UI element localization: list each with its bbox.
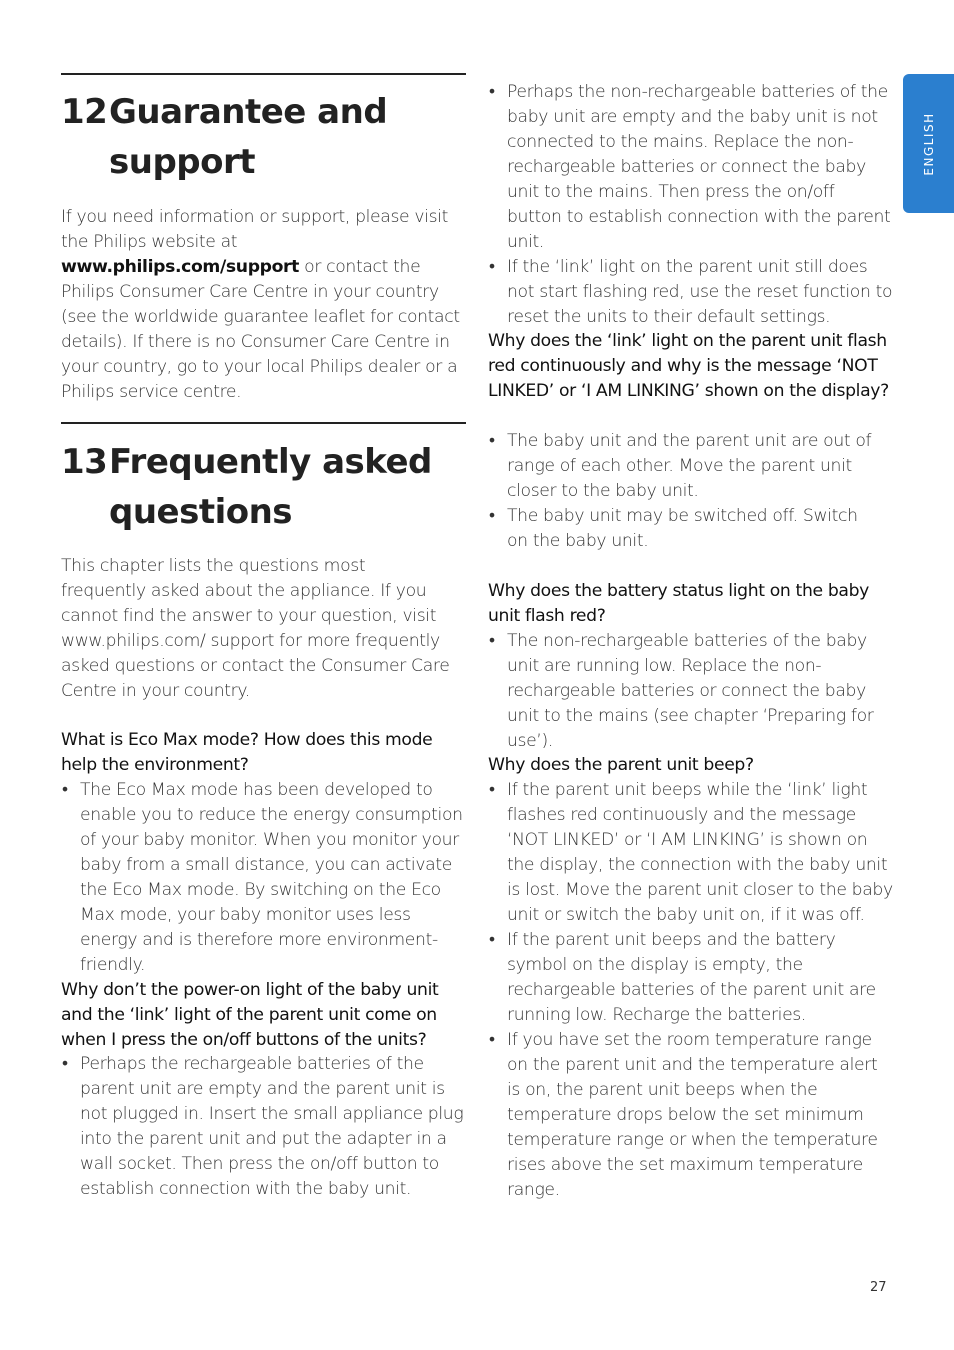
faq-answer-2a	[61, 1052, 466, 1202]
section-12-title-line1: Guarantee and	[109, 92, 388, 132]
list-item-text: Perhaps the non-rechargeable batteries of the baby unit are empty and the baby unit is not connected to the mains. Replace the non-rechargeable batteries or connect the baby unit to the mains. Then press the on/off button to establish connection with the parent unit.	[507, 82, 891, 252]
section-12-title-line2: support	[109, 142, 255, 182]
section-13-title-line1: Frequently asked	[109, 442, 432, 482]
faq-question-4: Why does the battery status light on the baby unit flash red?	[488, 581, 869, 626]
list-item-text: Perhaps the rechargeable batteries of the parent unit are empty and the parent unit is not plugged in. Insert the small appliance plug into the parent unit and put the adapter in a wall socket. Then press the on/off button to establish connection with the baby unit.	[80, 1054, 464, 1199]
list-item: • Perhaps the rechargeable batteries of the parent unit are empty and the parent unit is not plugged in. Insert the small appliance plug into the parent unit and put the adapter in a wall socket. Then press the on/off button to establish connection with the baby unit.	[62, 1054, 464, 1199]
list-item-text: If you have set the room temperature range on the parent unit and the temperature alert is on, the parent unit beeps when the temperature drops below the set minimum temperature range or when the temperature rises above the set maximum temperature range.	[507, 1030, 878, 1200]
section-12-body-part2: or contact the Philips Consumer Care Centre in your country (see the worldwide guarantee leaflet for contact details). If there is no Consumer Care Centre in your country, go to your local Philips dealer or a Philips service centre.	[61, 257, 460, 402]
section-12-rule	[61, 73, 466, 75]
list-item-text: If the ‘link’ light on the parent unit still does not start flashing red, use the reset function to reset the units to their default settings.	[507, 257, 893, 327]
faq-answer-5	[488, 778, 893, 1203]
list-item: • If the parent unit beeps while the ‘link’ light flashes red continuously and the message ‘NOT LINKED’ or ‘I AM LINKING’ is shown on the display, the connection with the baby unit is lost. Move the parent unit closer to the baby unit or switch the baby unit on, if it was off.	[489, 780, 893, 925]
support-link[interactable]: www.philips.com/support	[61, 257, 300, 277]
language-tab-label: ENGLISH	[921, 111, 936, 176]
list-item: • If you have set the room temperature range on the parent unit and the temperature alert is on, the parent unit beeps when the temperature drops below the set minimum temperature range or when the temperature rises above the set maximum temperature range.	[489, 1030, 878, 1200]
list-item-text: The baby unit may be switched off. Switch on the baby unit.	[507, 506, 858, 551]
section-12-body-part1: If you need information or support, please visit the Philips website at	[61, 207, 449, 252]
list-item: • The non-rechargeable batteries of the baby unit are running low. Replace the non-rechargeable batteries or connect the baby unit to the mains (see chapter ‘Preparing for use’).	[489, 631, 874, 751]
list-item: • If the parent unit beeps and the battery symbol on the display is empty, the rechargeable batteries of the parent unit are running low. Recharge the batteries.	[489, 930, 876, 1025]
faq-answer-3	[488, 429, 880, 554]
list-item: • The Eco Max mode has been developed to enable you to reduce the energy consumption of your baby monitor. When you monitor your baby from a small distance, you can activate the Eco Max mode. By switching on the Eco Max mode, your baby monitor uses less energy and is therefore more environment-friendly.	[62, 780, 463, 975]
language-tab	[903, 74, 954, 213]
faq-question-3: Why does the ‘link’ light on the parent unit flash red continuously and why is the message ‘NOT LINKED’ or ‘I AM LINKING’ shown on the display?	[488, 331, 889, 401]
section-13-heading	[61, 437, 466, 537]
list-item-text: The Eco Max mode has been developed to enable you to reduce the energy consumption of your baby monitor. When you monitor your baby from a small distance, you can activate the Eco Max mode. By switching on the Eco Max mode, your baby monitor uses less energy and is therefore more environment-friendly.	[80, 780, 463, 975]
faq-answer-4	[488, 629, 893, 754]
faq-answer-2b	[488, 80, 893, 330]
section-13-number: 13	[61, 442, 108, 482]
page-number: 27	[870, 1280, 887, 1295]
list-item-text: The baby unit and the parent unit are out of range of each other. Move the parent unit closer to the baby unit.	[507, 431, 872, 501]
list-item-text: If the parent unit beeps and the battery symbol on the display is empty, the rechargeable batteries of the parent unit are running low. Recharge the batteries.	[507, 930, 876, 1025]
faq-question-2: Why don’t the power-on light of the baby unit and the ‘link’ light of the parent unit come on when I press the on/off buttons of the units?	[61, 980, 439, 1050]
faq-answer-1	[61, 778, 466, 978]
list-item: • The baby unit and the parent unit are out of range of each other. Move the parent unit closer to the baby unit.	[489, 431, 872, 501]
list-item: • If the ‘link’ light on the parent unit still does not start flashing red, use the reset function to reset the units to their default settings.	[489, 257, 893, 327]
section-12-heading	[61, 87, 466, 187]
section-13-title-line2: questions	[109, 492, 293, 532]
list-item-text: If the parent unit beeps while the ‘link’ light flashes red continuously and the message ‘NOT LINKED’ or ‘I AM LINKING’ is shown on the display, the connection with the baby unit is lost. Move the parent unit closer to the baby unit or switch the baby unit on, if it was off.	[507, 780, 893, 925]
section-13-intro: This chapter lists the questions most frequently asked about the appliance. If you cannot find the answer to your question, visit www.philips.com/ support for more frequently asked questions or contact the Consumer Care Centre in your country.	[61, 556, 450, 701]
section-13-rule	[61, 422, 466, 424]
list-item-text: The non-rechargeable batteries of the baby unit are running low. Replace the non-rechargeable batteries or connect the baby unit to the mains (see chapter ‘Preparing for use’).	[507, 631, 874, 751]
section-12-number: 12	[61, 92, 108, 132]
list-item: • Perhaps the non-rechargeable batteries of the baby unit are empty and the baby unit is not connected to the mains. Replace the non-rechargeable batteries or connect the baby unit to the mains. Then press the on/off button to establish connection with the parent unit.	[489, 82, 891, 252]
list-item: • The baby unit may be switched off. Switch on the baby unit.	[489, 506, 858, 551]
section-12-body	[61, 205, 469, 405]
faq-question-1: What is Eco Max mode? How does this mode help the environment?	[61, 730, 433, 775]
faq-question-5: Why does the parent unit beep?	[488, 755, 754, 775]
